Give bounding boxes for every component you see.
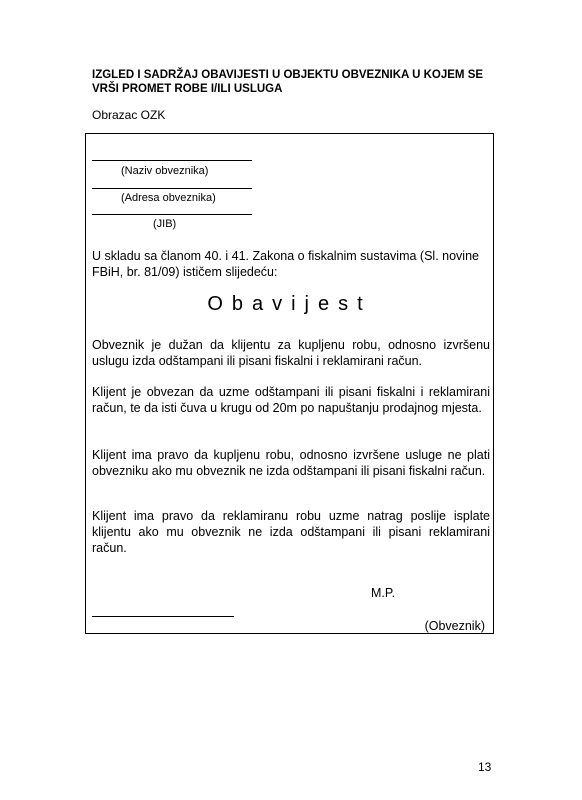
address-fill-line xyxy=(92,188,252,189)
form-code: Obrazac OZK xyxy=(92,108,166,122)
paragraph-3: Klijent ima pravo da kupljenu robu, odnosno izvršene usluge ne plati obvezniku ako mu obveznik ne izda odštampani ili pisani fiskalni račun. xyxy=(92,448,490,478)
address-label: (Adresa obveznika) xyxy=(121,192,216,204)
paragraph-2: Klijent je obvezan da uzme odštampani ili pisani fiskalni i reklamirani račun, te da isti čuva u krugu od 20m po napuštanju prodajnog mjesta. xyxy=(92,385,490,415)
jib-fill-line xyxy=(92,214,252,215)
signature-label: (Obveznik) xyxy=(424,619,485,633)
page-number: 13 xyxy=(478,760,492,774)
notice-frame xyxy=(85,133,494,634)
stamp-label: M.P. xyxy=(371,586,396,600)
name-label: (Naziv obveznika) xyxy=(121,165,209,177)
notice-title: Obavijest xyxy=(207,293,372,315)
paragraph-1: Obveznik je dužan da klijentu za kupljenu robu, odnosno izvršenu uslugu izda odštampani ili pisani fiskalni i reklamirani račun. xyxy=(92,338,490,368)
name-fill-line xyxy=(92,160,252,161)
intro-text: U skladu sa članom 40. i 41. Zakona o fiskalnim sustavima (Sl. novine FBiH, br. 81/09) ističem slijedeću: xyxy=(92,249,479,279)
heading-line-2: VRŠI PROMET ROBE I/ILI USLUGA xyxy=(92,83,283,95)
document-heading xyxy=(92,68,512,96)
signature-line xyxy=(92,616,234,617)
heading-line-1: IZGLED I SADRŽAJ OBAVIJESTI U OBJEKTU OBVEZNIKA U KOJEM SE xyxy=(92,69,484,81)
paragraph-4: Klijent ima pravo da reklamiranu robu uzme natrag poslije isplate klijentu ako mu obveznik ne izda odštampani ili pisani reklamirani račun. xyxy=(92,509,490,555)
jib-label: (JIB) xyxy=(153,218,177,230)
